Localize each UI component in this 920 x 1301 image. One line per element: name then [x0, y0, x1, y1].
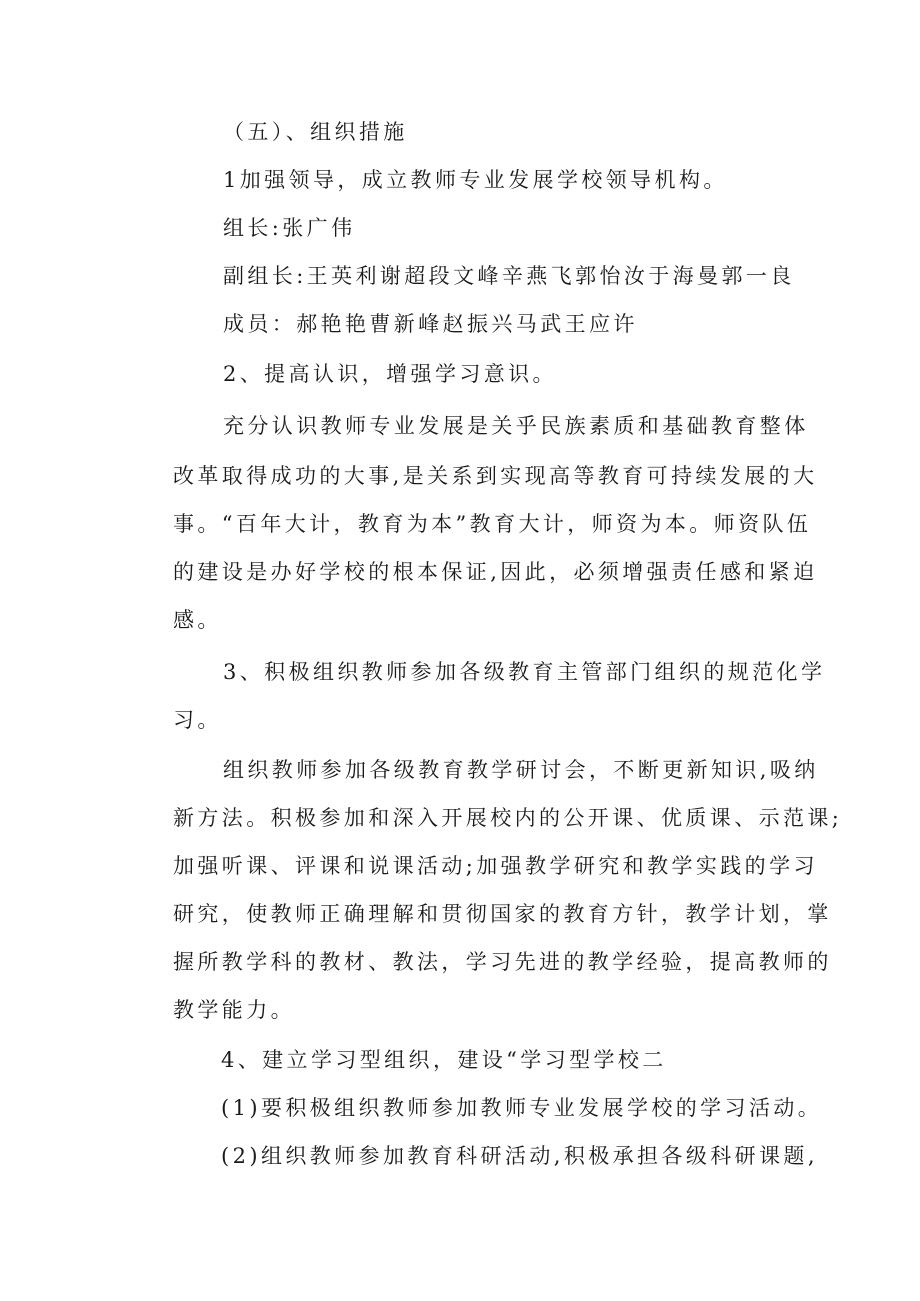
item3-title-line: 习。	[173, 708, 222, 732]
item2-paragraph-line: 感。	[173, 608, 222, 632]
section-heading: （五）、组织措施	[223, 120, 408, 144]
item4-subitem-2: (2)组织教师参加教育科研活动,积极承担各级科研课题,	[221, 1144, 818, 1168]
item2-paragraph-line: 充分认识教师专业发展是关乎民族素质和基础教育整体	[223, 414, 809, 438]
item2-paragraph-line: 事。“百年大计，教育为本”教育大计，师资为本。师资队伍	[173, 512, 812, 536]
item2-paragraph-line: 的建设是办好学校的根本保证,因此，必须增强责任感和紧迫	[173, 560, 818, 584]
item3-paragraph-line: 教学能力。	[173, 998, 295, 1022]
item4-title: 4、建立学习型组织，建设“学习型学校二	[221, 1048, 667, 1072]
item3-paragraph-line: 握所教学科的教材、教法，学习先进的教学经验，提高教师的	[173, 950, 832, 974]
members-line: 成员：郝艳艳曹新峰赵振兴马武王应许	[223, 312, 638, 336]
item3-paragraph-line: 组织教师参加各级教育教学研讨会，不断更新知识,吸纳	[223, 758, 819, 782]
item2-paragraph-line: 改革取得成功的大事,是关系到实现高等教育可持续发展的大	[173, 464, 818, 488]
deputy-leaders-line: 副组长:王英利谢超段文峰辛燕飞郭怡汝于海曼郭一良	[223, 264, 795, 288]
item3-paragraph-line: 加强听课、评课和说课活动;加强教学研究和教学实践的学习	[173, 854, 818, 878]
item4-subitem-1: (1)要积极组织教师参加教师专业发展学校的学习活动。	[221, 1096, 823, 1120]
item2-title: 2、提高认识，增强学习意识。	[223, 362, 557, 386]
item3-title-line: 3、积极组织教师参加各级教育主管部门组织的规范化学	[223, 660, 826, 684]
item3-paragraph-line: 新方法。积极参加和深入开展校内的公开课、优质课、示范课;	[173, 806, 843, 830]
item1-title: 1加强领导，成立教师专业发展学校领导机构。	[223, 168, 728, 192]
leader-line: 组长:张广伟	[223, 216, 356, 240]
item3-paragraph-line: 研究，使教师正确理解和贯彻国家的教育方针，教学计划，掌	[173, 902, 832, 926]
